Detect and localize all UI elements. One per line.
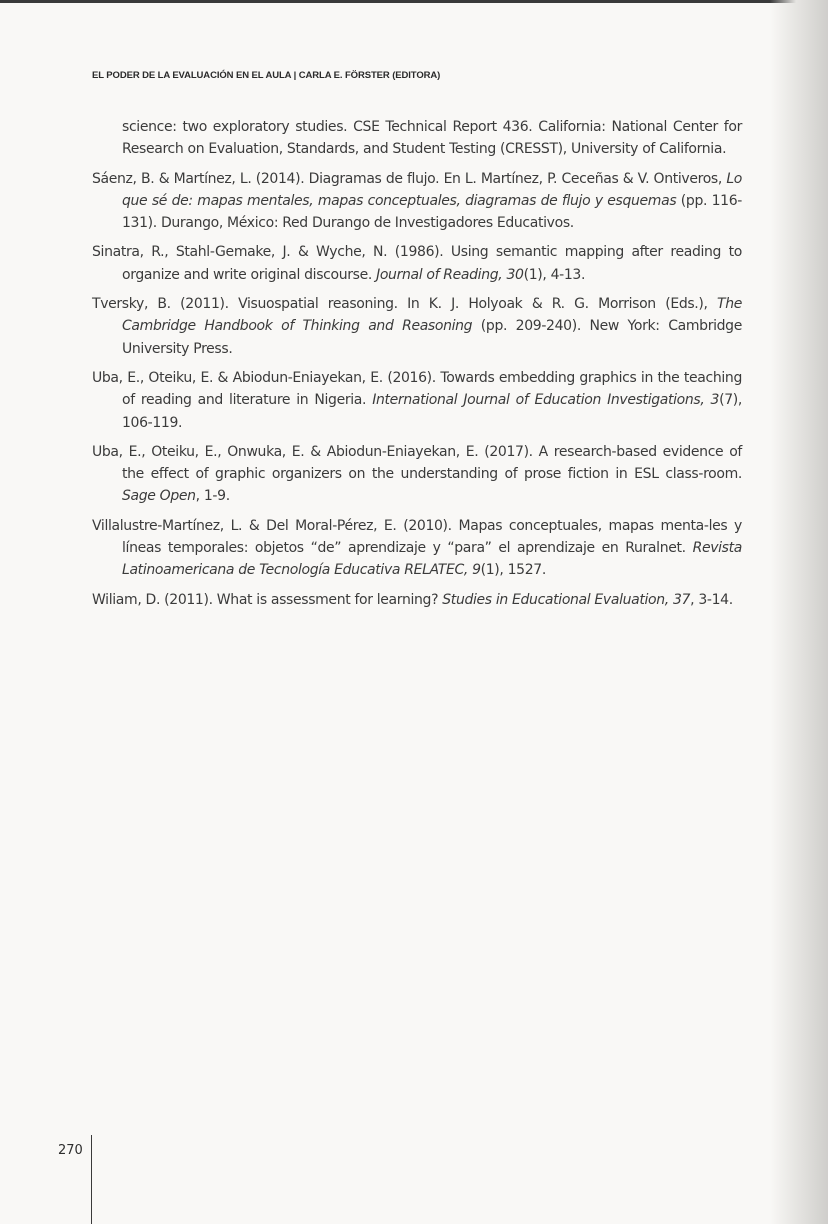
- reference-title: Journal of Reading, 30: [376, 266, 524, 283]
- reference-text: , 3-14.: [690, 591, 733, 608]
- reference-text: Wiliam, D. (2011). What is assessment for learning?: [92, 591, 443, 608]
- page-number: 270: [58, 1143, 83, 1158]
- reference-text: Tversky, B. (2011). Visuospatial reasoning. In K. J. Holyoak & R. G. Morrison (Eds.),: [92, 296, 717, 313]
- reference-title: Revista Latinoamericana de Tecnología Educativa RELATEC, 9: [122, 540, 742, 579]
- reference-entry: [92, 515, 742, 582]
- reference-text: (pp. 209-240). New York: Cambridge University Press.: [122, 318, 742, 357]
- reference-text: (1), 1527.: [480, 562, 546, 579]
- top-edge-rule: [0, 0, 828, 3]
- reference-text: (7), 106-119.: [122, 392, 742, 431]
- reference-title: Studies in Educational Evaluation, 37: [442, 591, 691, 608]
- reference-list: [92, 116, 742, 618]
- reference-text: Villalustre-Martínez, L. & Del Moral-Pérez, E. (2010). Mapas conceptuales, mapas menta-les y líneas temporales: objetos “de” aprendizaje y “para” el aprendizaje en Ruralnet.: [92, 517, 742, 557]
- margin-rule: [91, 1135, 92, 1224]
- reference-title: The Cambridge Handbook of Thinking and Reasoning: [122, 296, 742, 335]
- reference-text: Sinatra, R., Stahl-Gemake, J. & Wyche, N. (1986). Using semantic mapping after reading to organize and write original discourse.: [92, 244, 742, 283]
- reference-text: Sáenz, B. & Martínez, L. (2014). Diagramas de flujo. En L. Martínez, P. Ceceñas & V. Ontiveros,: [92, 170, 727, 187]
- running-head: EL PODER DE LA EVALUACIÓN EN EL AULA | CARLA E. FÖRSTER (EDITORA): [92, 70, 441, 81]
- reference-title: Sage Open: [122, 488, 196, 505]
- reference-title: Lo que sé de: mapas mentales, mapas conceptuales, diagramas de flujo y esquemas: [122, 170, 742, 209]
- reference-entry: [92, 589, 742, 611]
- reference-text: , 1-9.: [195, 488, 230, 505]
- reference-text: science: two exploratory studies. CSE Technical Report 436. California: National Center for Research on Evaluation, Standards, and Student Testing (CRESST), University of California.: [122, 119, 742, 158]
- reference-entry: [92, 293, 742, 360]
- reference-text: (1), 4-13.: [523, 266, 586, 283]
- reference-text: Uba, E., Oteiku, E. & Abiodun-Eniayekan, E. (2016). Towards embedding graphics in the teaching of reading and literature in Nigeria.: [92, 369, 742, 409]
- reference-text: (pp. 116-131). Durango, México: Red Durango de Investigadores Educativos.: [122, 192, 742, 232]
- binding-shadow: [770, 0, 828, 1224]
- reference-entry: [92, 116, 742, 161]
- reference-title: International Journal of Education Investigations, 3: [372, 392, 720, 409]
- reference-text: Uba, E., Oteiku, E., Onwuka, E. & Abiodun-Eniayekan, E. (2017). A research-based evidence of the effect of graphic organizers on the understanding of prose fiction in ESL class-room.: [92, 443, 742, 483]
- reference-entry: [92, 241, 742, 286]
- reference-entry: [92, 441, 742, 508]
- reference-entry: [92, 367, 742, 434]
- reference-entry: [92, 168, 742, 235]
